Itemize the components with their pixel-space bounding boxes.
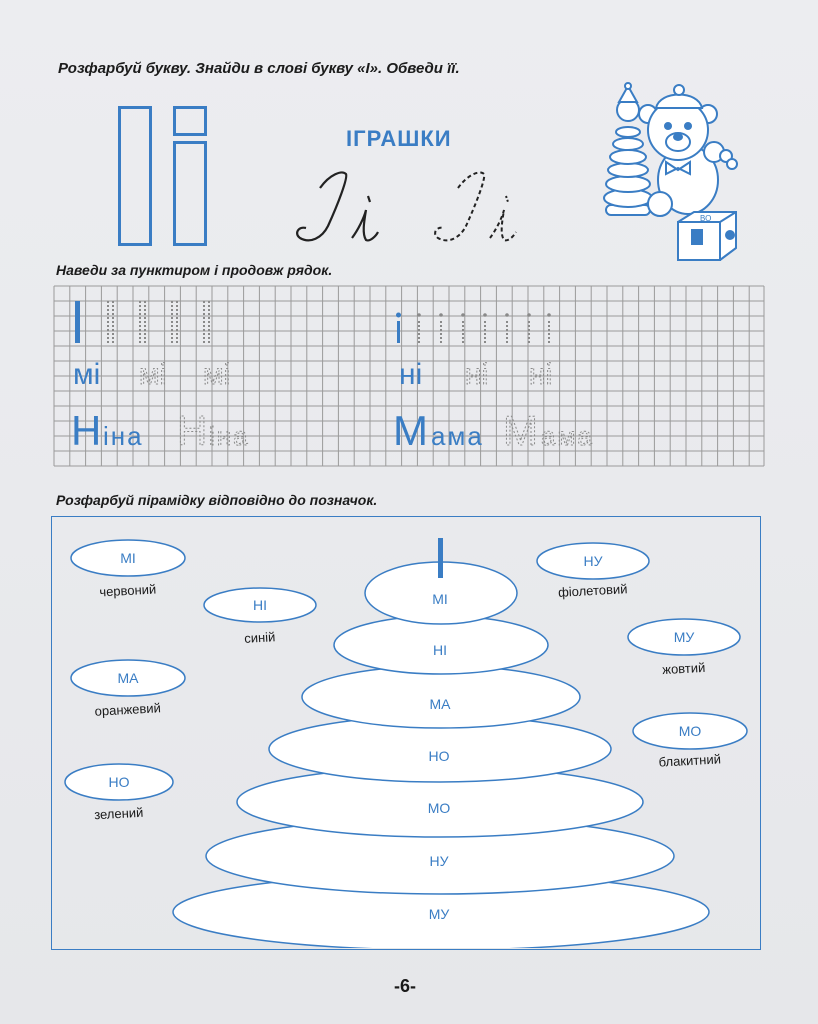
legend-no[interactable]	[65, 764, 173, 822]
legend-mo[interactable]	[633, 713, 747, 770]
script-small-i-solid	[352, 210, 378, 240]
script-capital-i-dashed	[435, 173, 484, 241]
script-small-i-dashed	[490, 210, 516, 240]
trace-row3-left-cap: Н	[71, 407, 102, 454]
trace-row2-left-dotted-2: мі	[203, 358, 231, 391]
legend-mi[interactable]	[71, 540, 185, 599]
svg-text:МА: МА	[117, 670, 139, 686]
svg-text:блакитний: блакитний	[658, 751, 722, 770]
stacking-toy-icon	[604, 83, 652, 215]
svg-text:жовтий: жовтий	[661, 659, 706, 678]
outlined-small-i-dot[interactable]	[173, 106, 207, 136]
svg-text:оранжевий: оранжевий	[94, 700, 162, 719]
outlined-capital-i[interactable]	[118, 106, 152, 246]
teddy-bear-icon	[639, 85, 737, 216]
trace-row3-right-rest-dotted: ама	[541, 421, 594, 451]
trace-row2-right-dotted-1: ні	[465, 358, 489, 391]
svg-text:НО: НО	[108, 774, 130, 790]
trace-row3-left-cap-dotted: Н	[177, 407, 208, 454]
instruction-pyramid: Розфарбуй пірамідку відповідно до позначок.	[56, 492, 378, 508]
svg-text:червоний: червоний	[98, 581, 157, 600]
toy-cube-icon	[678, 212, 736, 260]
page-number: -6-	[394, 976, 416, 996]
trace-row1-left	[75, 301, 209, 343]
tracing-grid[interactable]	[53, 285, 765, 472]
svg-text:МО: МО	[678, 723, 702, 739]
script-small-i-dot-dashed	[506, 196, 508, 202]
svg-text:НІ: НІ	[433, 642, 447, 658]
svg-text:ВО: ВО	[700, 214, 712, 223]
svg-text:НУ: НУ	[429, 853, 449, 869]
trace-row2-left: мі	[73, 358, 101, 391]
svg-text:МІ: МІ	[432, 591, 448, 607]
trace-row2-right-dotted-2: ні	[529, 358, 553, 391]
outlined-small-i-stem[interactable]	[173, 141, 207, 246]
svg-text:МО: МО	[427, 800, 451, 816]
script-capital-i-solid	[297, 173, 346, 241]
trace-row3-right-cap-dotted: М	[503, 407, 538, 454]
svg-text:НІ: НІ	[253, 597, 267, 613]
toys-illustration	[596, 80, 746, 265]
word-toys: ІГРАШКИ	[346, 126, 452, 151]
pyramid-top-peg	[438, 538, 443, 578]
legend-mu[interactable]	[628, 619, 740, 677]
legend-ma[interactable]	[71, 660, 185, 719]
instruction-trace: Наведи за пунктиром і продовж рядок.	[56, 262, 333, 278]
legend-ni[interactable]	[204, 588, 316, 646]
trace-row2-right: ні	[399, 358, 423, 391]
script-small-i-dot-solid	[368, 196, 370, 202]
grid-lines	[53, 285, 765, 467]
trace-row3-left-rest-dotted: іна	[209, 421, 250, 451]
svg-text:синій: синій	[243, 629, 276, 646]
svg-text:НУ: НУ	[583, 553, 603, 569]
legend-nu[interactable]	[537, 543, 649, 600]
pyramid-area	[51, 516, 759, 948]
trace-row3-right-cap: М	[393, 407, 428, 454]
svg-text:фіолетовий: фіолетовий	[557, 581, 628, 600]
svg-text:зелений: зелений	[93, 804, 144, 823]
svg-text:МА: МА	[429, 696, 451, 712]
svg-text:МУ: МУ	[428, 906, 450, 922]
instruction-color-letter: Розфарбуй букву. Знайди в слові букву «І». Обведи її.	[58, 60, 460, 77]
svg-text:МУ: МУ	[673, 629, 695, 645]
script-letters-sample	[280, 160, 530, 250]
trace-row3-left-rest: іна	[103, 421, 144, 451]
svg-text:МІ: МІ	[120, 550, 136, 566]
pyramid-ring-ma[interactable]	[302, 666, 580, 728]
svg-text:НО: НО	[428, 748, 450, 764]
trace-row2-left-dotted-1: мі	[139, 358, 167, 391]
trace-row3-right-rest: ама	[431, 421, 484, 451]
